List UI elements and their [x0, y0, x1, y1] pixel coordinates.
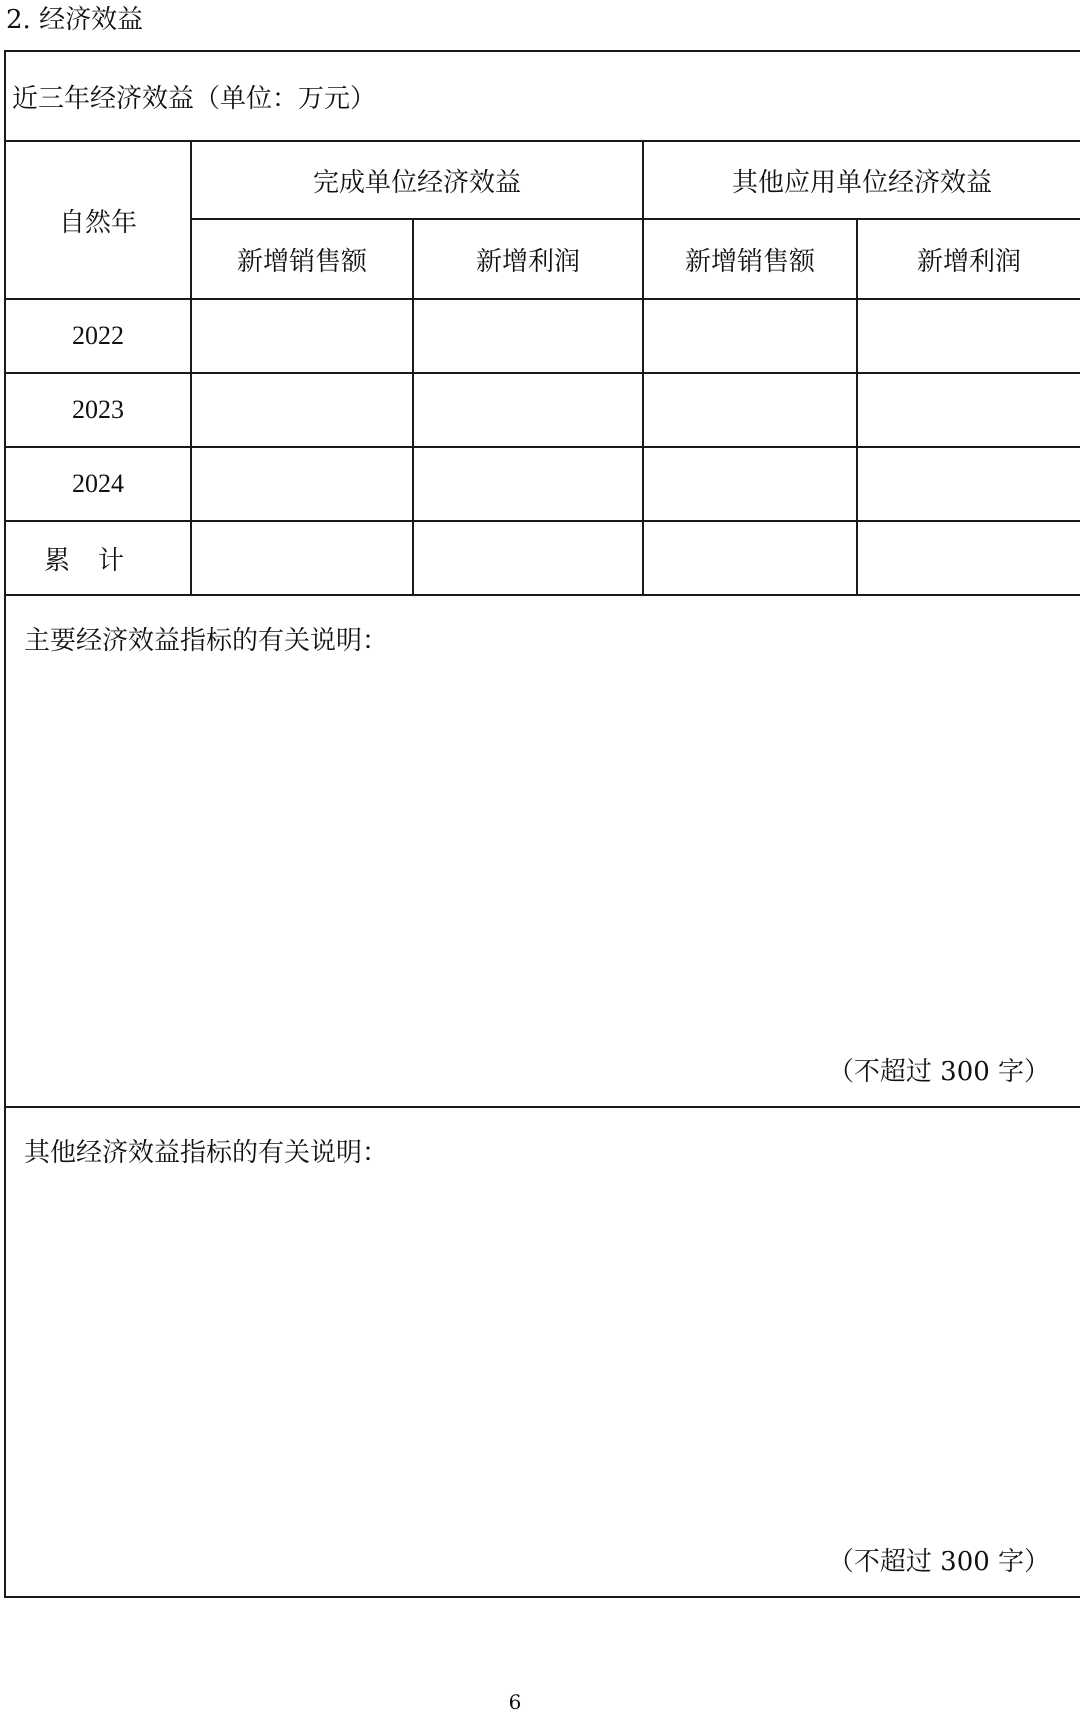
- data-cell[interactable]: [413, 373, 643, 447]
- main-indicator-word-limit: （不超过 300 字）: [827, 1057, 1051, 1087]
- data-cell[interactable]: [413, 521, 643, 595]
- other-indicator-note-label: 其他经济效益指标的有关说明：: [24, 1138, 389, 1168]
- data-cell[interactable]: [191, 373, 413, 447]
- table-row: [5, 299, 1080, 373]
- sub-header-sales: 新增销售额: [643, 219, 857, 299]
- row-year-label: 2022: [5, 299, 191, 373]
- section-title: 2. 经济效益: [6, 5, 144, 35]
- data-cell[interactable]: [643, 299, 857, 373]
- table-caption: 近三年经济效益（单位：万元）: [5, 51, 1080, 141]
- table-row: [5, 521, 1080, 595]
- page-number: 6: [508, 1690, 522, 1714]
- data-cell[interactable]: [413, 447, 643, 521]
- data-cell[interactable]: [191, 447, 413, 521]
- data-cell[interactable]: [643, 521, 857, 595]
- other-indicator-word-limit: （不超过 300 字）: [827, 1547, 1051, 1577]
- economic-benefit-table: [4, 50, 1080, 1598]
- main-indicator-note-box[interactable]: [5, 595, 1080, 1107]
- row-year-label: 2023: [5, 373, 191, 447]
- row-year-label: 2024: [5, 447, 191, 521]
- other-indicator-note-box[interactable]: [5, 1107, 1080, 1597]
- data-cell[interactable]: [643, 373, 857, 447]
- main-indicator-note-label: 主要经济效益指标的有关说明：: [24, 626, 389, 656]
- table-row: [5, 373, 1080, 447]
- year-header: 自然年: [5, 141, 191, 299]
- row-total-label: 累计: [5, 521, 191, 595]
- data-cell[interactable]: [191, 521, 413, 595]
- sub-header-sales: 新增销售额: [191, 219, 413, 299]
- data-cell[interactable]: [857, 299, 1080, 373]
- data-cell[interactable]: [857, 373, 1080, 447]
- data-cell[interactable]: [643, 447, 857, 521]
- data-cell[interactable]: [857, 521, 1080, 595]
- sub-header-profit: 新增利润: [857, 219, 1080, 299]
- data-cell[interactable]: [413, 299, 643, 373]
- group-header-other-units: 其他应用单位经济效益: [643, 141, 1080, 219]
- group-header-completing-unit: 完成单位经济效益: [191, 141, 643, 219]
- table-row: [5, 447, 1080, 521]
- data-cell[interactable]: [191, 299, 413, 373]
- data-cell[interactable]: [857, 447, 1080, 521]
- sub-header-profit: 新增利润: [413, 219, 643, 299]
